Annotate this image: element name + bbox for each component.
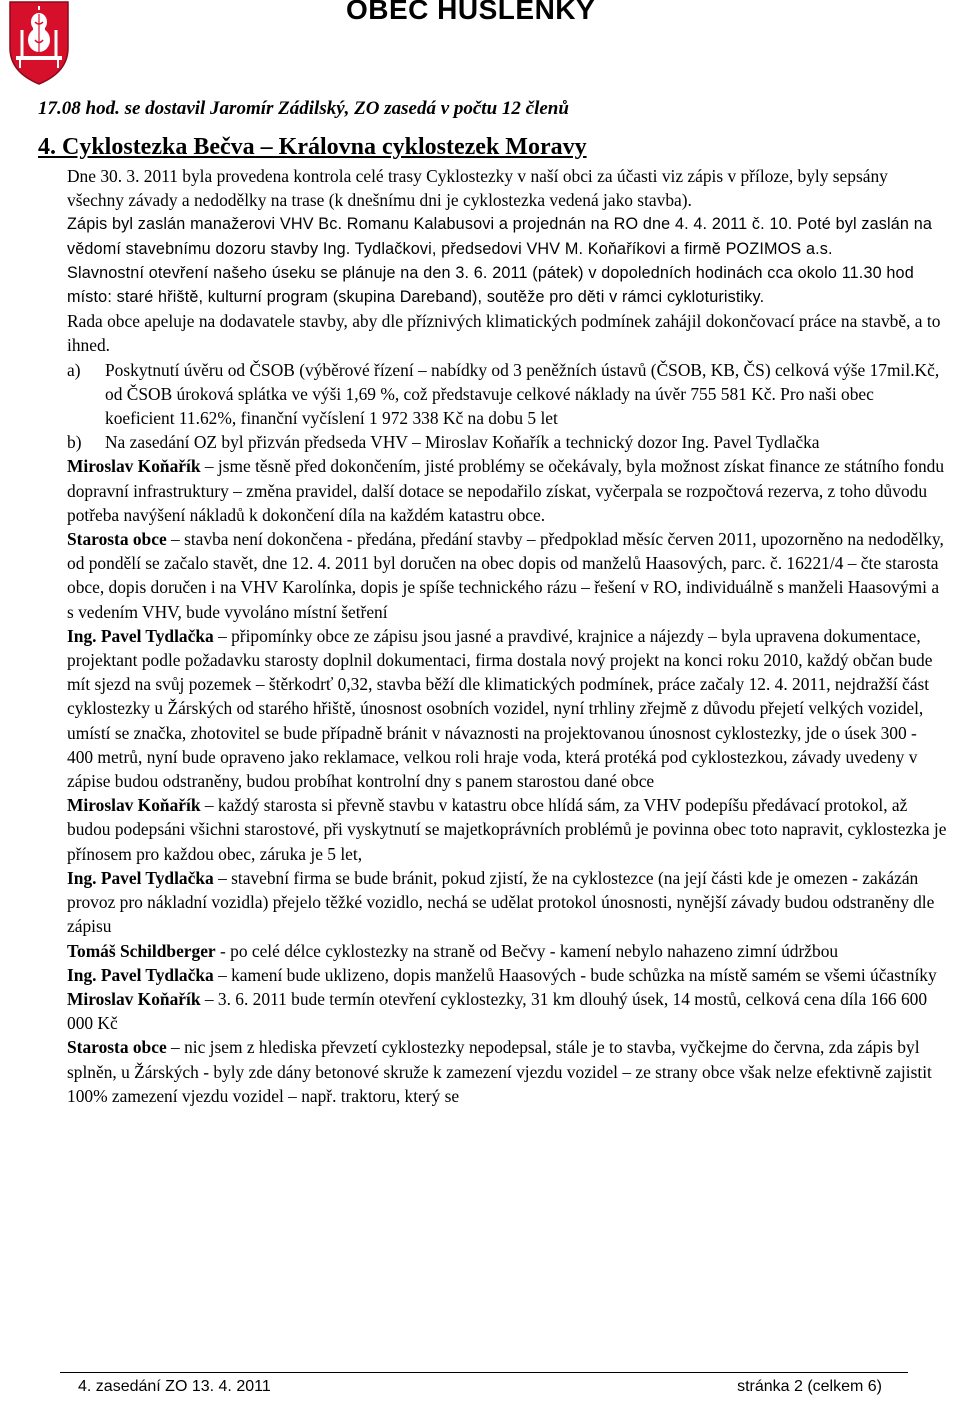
paragraph-opening-ceremony: Slavnostní otevření našeho úseku se plánuje na den 3. 6. 2011 (pátek) v dopoledních hodinách cca okolo 11.30 hod místo: staré hřiště, kulturní program (skupina Dareband), soutěže pro děti v rámci cykloturistiky. (67, 263, 914, 307)
speaker-name: Miroslav Koňařík (67, 795, 201, 816)
list-text-b: Na zasedání OZ byl přizván předseda VHV – Miroslav Koňařík a technický dozor Ing. Pavel Tydlačka (105, 432, 820, 453)
statement-text: – každý starosta si převně stavbu v katastru obce hlídá sám, za VHV podepíšu předávací protokol, až budou podepsáni všichni starostové, při vyskytnutí se majetkoprávních problémů je povinna obec toto napravit, cyklostezka je přínosem pro každou obec, záruka je 5 let, (67, 795, 947, 864)
statement-text: – 3. 6. 2011 bude termín otevření cyklostezky, 31 km dlouhý úsek, 14 mostů, celková cena díla 166 600 000 Kč (67, 988, 928, 1034)
statement (67, 454, 947, 527)
speaker-name: Ing. Pavel Tydlačka (67, 867, 214, 888)
paragraph-report-sent: Zápis byl zaslán manažerovi VHV Bc. Romanu Kalabusovi a projednán na RO dne 4. 4. 2011 č. 10. Poté byl zaslán na vědomí stavebnímu dozoru stavby Ing. Tydlačkovi, předsedovi VHV M. Koňaříkovi a firmě POZIMOS a.s. (67, 215, 933, 258)
footer-divider (60, 1372, 908, 1373)
speaker-name: Tomáš Schildberger (67, 940, 216, 961)
speaker-name: Starosta obce (67, 1037, 167, 1058)
speaker-name: Ing. Pavel Tydlačka (67, 625, 214, 646)
list-marker-b: b) (67, 432, 82, 453)
statement (67, 1035, 947, 1108)
footer-page-number: stránka 2 (celkem 6) (737, 1378, 882, 1395)
section-body (67, 164, 947, 1108)
statement-text: – kamení bude uklizeno, dopis manželů Haasových - bude schůzka na místě samém se všemi účastníky (213, 964, 937, 985)
statement (67, 793, 947, 866)
statement (67, 624, 947, 793)
speaker-name: Ing. Pavel Tydlačka (67, 964, 214, 985)
section-heading: 4. Cyklostezka Bečva – Královna cyklostezek Moravy (38, 134, 587, 160)
list-item-a (67, 358, 947, 431)
statement-text: – připomínky obce ze zápisu jsou jasné a pravdivé, krajnice a nájezdy – byla upravena dokumentace, projektant podle požadavku starosty doplnil dokumentaci, firma dostala nový projekt na konci roku 2010, každý občan bude mít sjezd na svůj pozemek – štěrkodrť 0,32, stavba běží dle klimatických podmínek, práce začaly 12. 4. 2011, nejdražší část cyklostezky u Žárských od starého hřiště, únosnost osobních vozidel, nyní trhliny zřejmě z důvodu přejetí velkých vozidel, umístí se značka, zhotovitel se bude případně bránit v návaznosti na projektovanou únosnost cyklostezky, jde o úsek 300 - 400 metrů, nyní bude opraveno jako reklamace, velkou roli hraje voda, která protéká pod cyklostezkou, závady uvedeny v zápise budou odstraněny, budou probíhat kontrolní dny s panem starostou dané obce (67, 625, 933, 792)
coat-of-arms-icon (8, 0, 70, 86)
statement (67, 866, 947, 939)
list-item-b (67, 430, 947, 454)
statement (67, 527, 947, 624)
list-marker-a: a) (67, 359, 81, 380)
speaker-name: Miroslav Koňařík (67, 456, 201, 477)
statement-text: – jsme těsně před dokončením, jisté problémy se očekávaly, byla možnost získat finance ze státního fondu dopravní infrastruktury – změna pravidel, další dotace se nepodařilo získat, vyčerpala se rozpočtová rezerva, z toho důvodu potřeba navýšení nákladů k dokončení díla na každém katastru obce. (67, 456, 945, 525)
statement (67, 963, 947, 987)
statement-text: – nic jsem z hlediska převzetí cyklostezky nepodepsal, stále je to stavba, vyčkejme do června, zda zápis byl splněn, u Žárských - byly zde dány betonové skruže k zamezení vjezdu vozidel – ze strany obce však nelze efektivně zajistit 100% zamezení vjezdu vozidel – např. traktoru, který se (67, 1037, 932, 1106)
speaker-name: Starosta obce (67, 529, 167, 550)
paragraph-inspection: Dne 30. 3. 2011 byla provedena kontrola celé trasy Cyklostezky v naší obci za účasti viz zápis v příloze, byly sepsány všechny závady a nedodělky na trase (k dnešnímu dni je cyklostezka vedená jako stavba). (67, 166, 888, 211)
speaker-name: Miroslav Koňařík (67, 988, 201, 1009)
statement-text: – stavební firma se bude bránit, pokud zjistí, že na cyklostezce (na její části kde je omezen - zakázán provoz pro nákladní vozidla) přejelo těžké vozidlo, nechá se udělat protokol únosnosti, nynější závady budou odstraněny dle zápisu (67, 867, 935, 937)
statement (67, 987, 947, 1035)
list-text-a: Poskytnutí úvěru od ČSOB (výběrové řízení – nabídky od 3 peněžních ústavů (ČSOB, KB, ČS) celková výše 17mil.Kč, od ČSOB úroková splátka ve výši 1,69 %, což představuje celkové náklady na úvěr 755 581 Kč. Pro naši obec koeficient 11.62%, finanční vyčíslení 1 972 338 Kč na dobu 5 let (105, 359, 940, 429)
statement-text: – stavba není dokončena - předána, předání stavby – předpoklad měsíc červen 2011, upozorněno na nedodělky, od pondělí se začalo stavět, dne 12. 4. 2011 byl doručen na obec dopis od manželů Haasových, parc. č. 16221/4 – čte starosta obce, dopis doručen i na VHV Karolínka, dopis je spíše technického rázu – řešení v RO, individuálně s manželi Haasovými a s vedením VHV, bude vyvoláno místní šetření (67, 529, 944, 622)
footer-meeting-date: 4. zasedání ZO 13. 4. 2011 (78, 1378, 271, 1395)
arrival-note: 17.08 hod. se dostavil Jaromír Zádilský, ZO zasedá v počtu 12 členů (38, 98, 569, 119)
paragraph-council-appeal: Rada obce apeluje na dodavatele stavby, aby dle příznivých klimatických podmínek zahájil dokončovací práce na stavbě, a to ihned. (67, 311, 941, 356)
municipality-title: OBEC HUSLENKY (346, 0, 596, 25)
statement (67, 939, 947, 963)
statement-text: - po celé délce cyklostezky na straně od Bečvy - kamení nebylo nahazeno zimní údržbou (215, 940, 839, 961)
